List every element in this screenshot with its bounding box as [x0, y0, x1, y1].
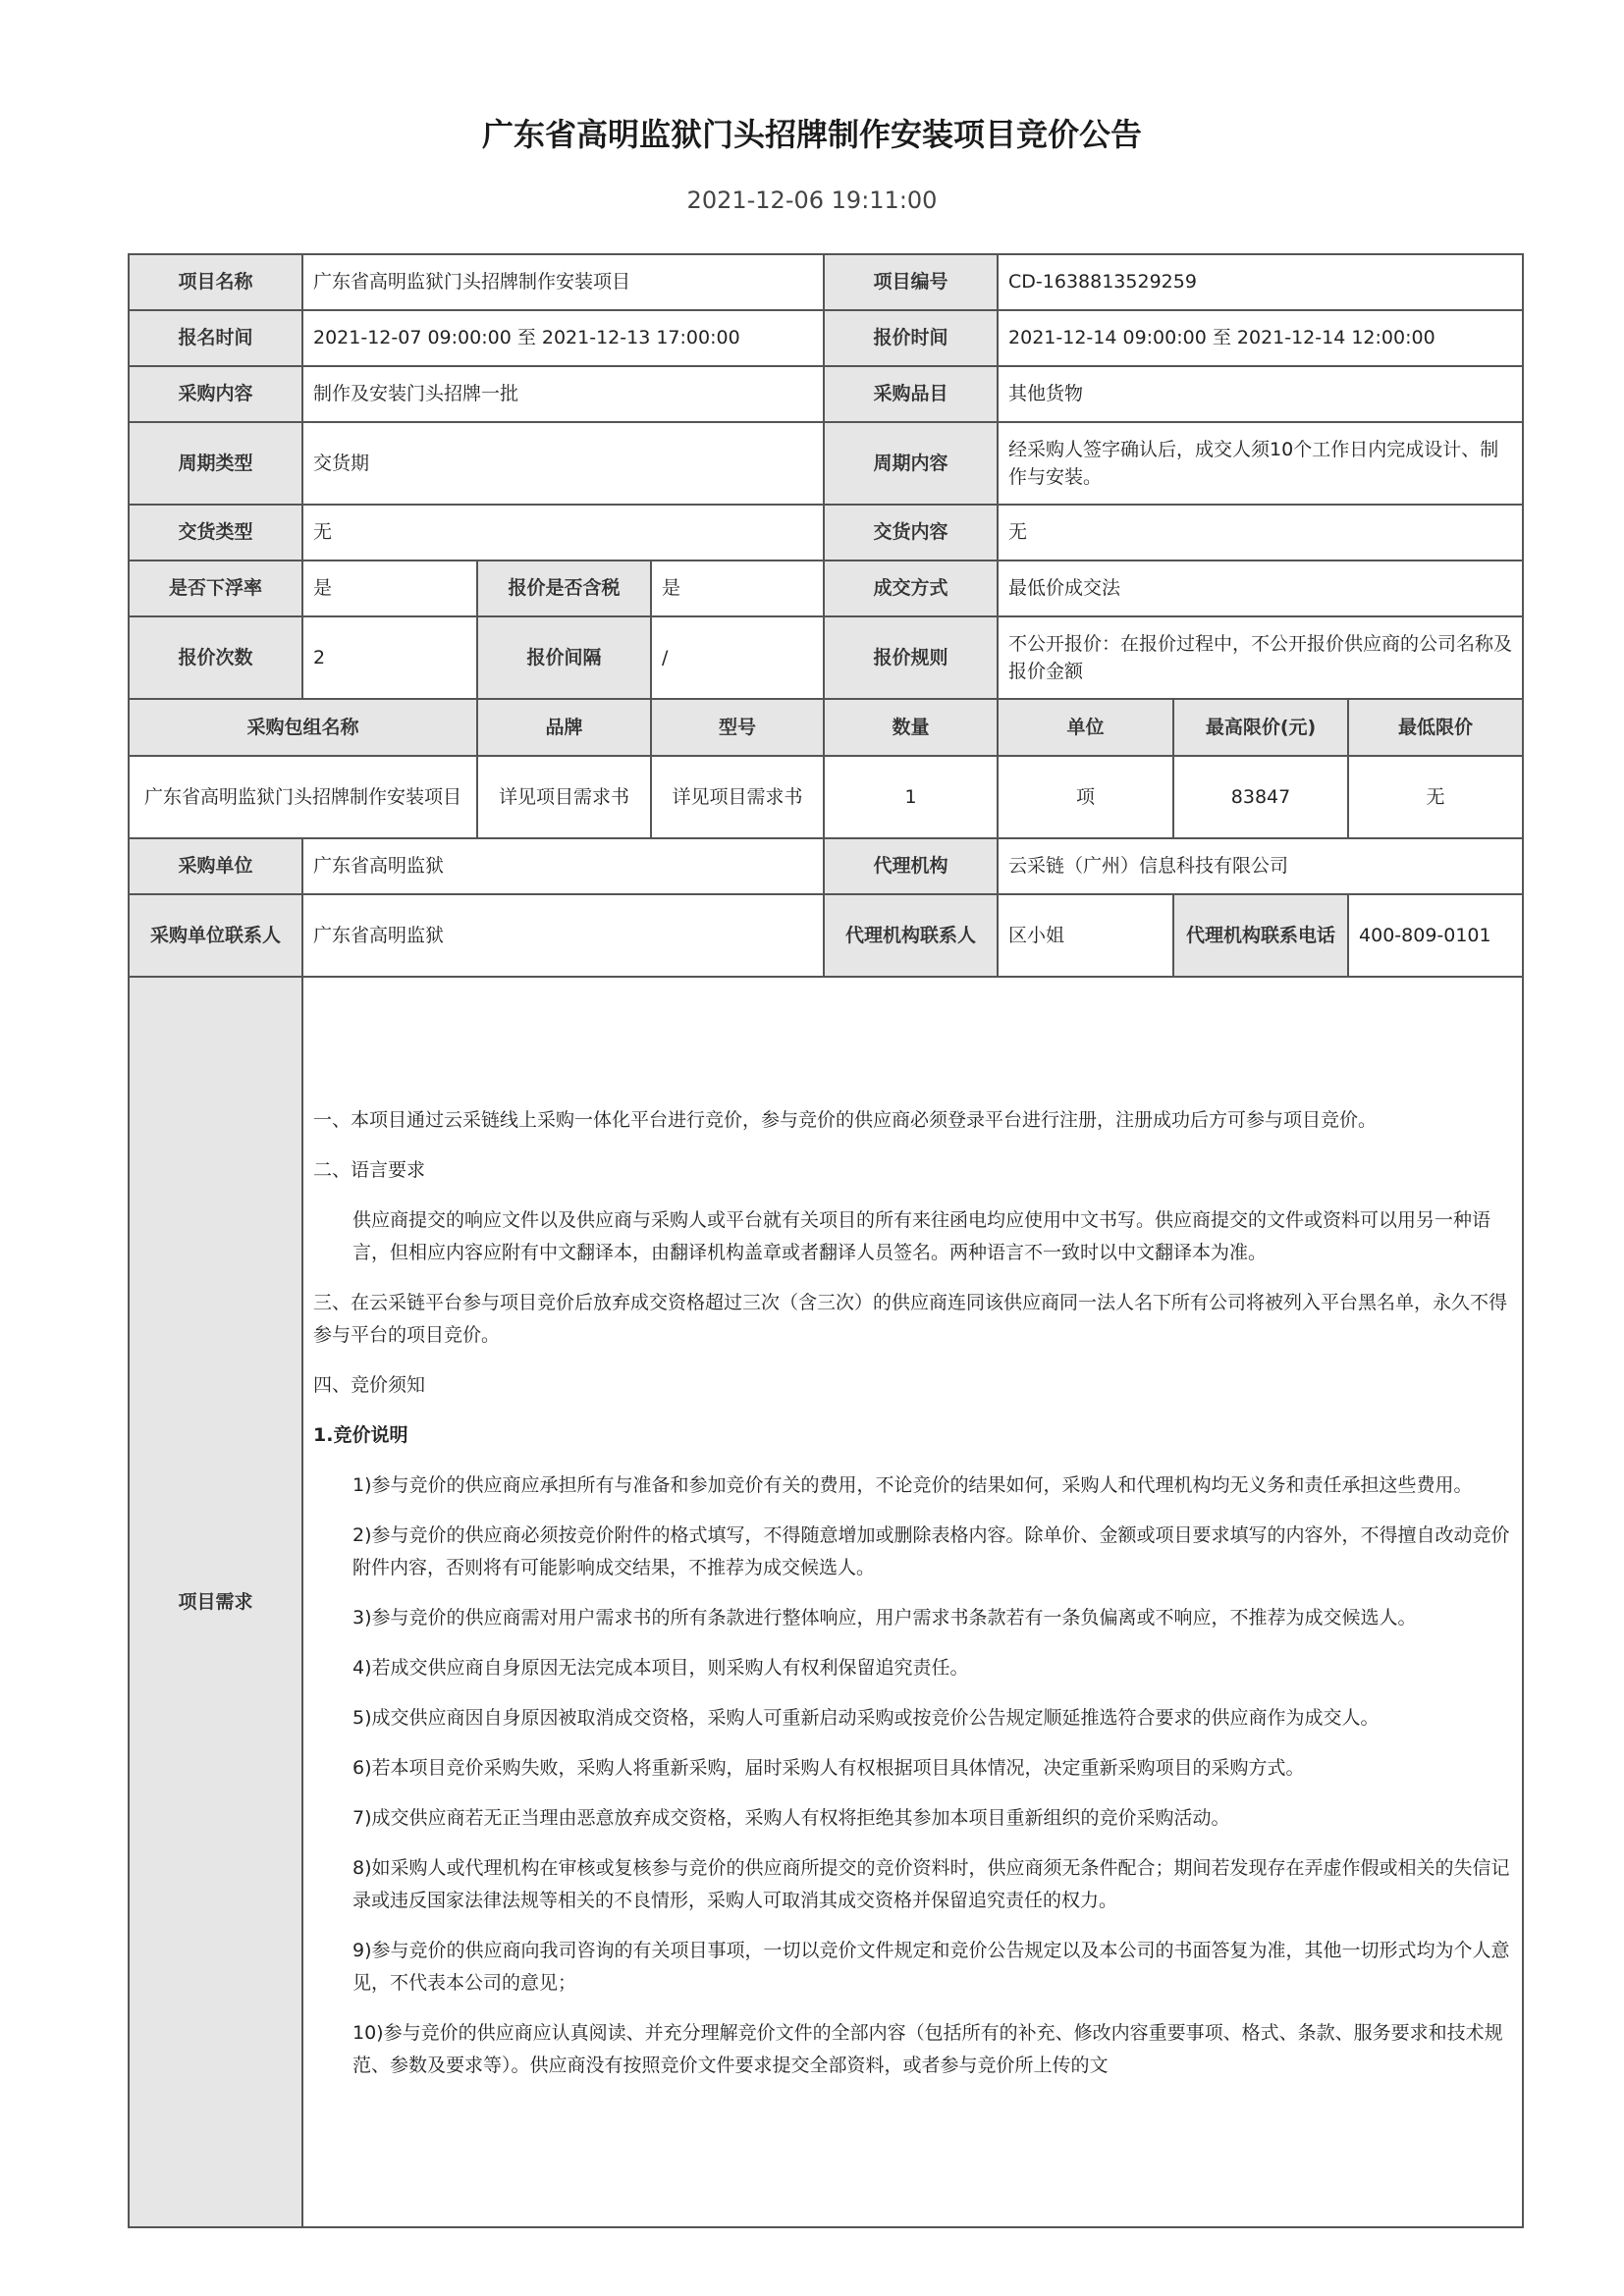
package-max-price: 83847	[1173, 756, 1348, 838]
cycle-type-label: 周期类型	[129, 422, 302, 505]
requirement-item: 4)若成交供应商自身原因无法完成本项目，则采购人有权利保留追究责任。	[352, 1657, 969, 1679]
table-row	[129, 894, 1523, 977]
project-name-label: 项目名称	[129, 254, 302, 310]
purchase-category-value: 其他货物	[998, 366, 1523, 422]
page-title: 广东省高明监狱门头招牌制作安装项目竞价公告	[481, 116, 1142, 153]
package-header-unit: 单位	[998, 699, 1173, 756]
project-no-label: 项目编号	[824, 254, 998, 310]
purchaser-value: 广东省高明监狱	[302, 838, 824, 894]
requirement-subheading: 1.竞价说明	[313, 1424, 408, 1446]
cycle-content-value: 经采购人签字确认后，成交人须10个工作日内完成设计、制作与安装。	[998, 422, 1523, 505]
package-header-model: 型号	[651, 699, 824, 756]
quote-count-label: 报价次数	[129, 616, 302, 699]
table-row	[129, 254, 1523, 310]
float-down-label: 是否下浮率	[129, 561, 302, 616]
purchaser-label: 采购单位	[129, 838, 302, 894]
requirements-row	[129, 977, 1523, 2227]
requirement-paragraph: 一、本项目通过云采链线上采购一体化平台进行竞价，参与竞价的供应商必须登录平台进行注册，注册成功后方可参与项目竞价。	[313, 1109, 1378, 1131]
requirement-heading: 二、语言要求	[313, 1159, 426, 1181]
delivery-content-value: 无	[998, 505, 1523, 561]
requirement-heading: 四、竞价须知	[313, 1374, 426, 1396]
requirement-item: 3)参与竞价的供应商需对用户需求书的所有条款进行整体响应，用户需求书条款若有一条负偏离或不响应，不推荐为成交候选人。	[352, 1607, 1417, 1629]
requirement-paragraph: 供应商提交的响应文件以及供应商与采购人或平台就有关项目的所有来往函电均应使用中文书写。供应商提交的文件或资料可以用另一种语言，但相应内容应附有中文翻译本，由翻译机构盖章或者翻译人员签名。两种语言不一致时以中文翻译本为准。	[352, 1209, 1491, 1263]
agency-contact-label: 代理机构联系人	[824, 894, 998, 977]
signup-time-value: 2021-12-07 09:00:00 至 2021-12-13 17:00:00	[302, 310, 824, 366]
deal-method-value: 最低价成交法	[998, 561, 1523, 616]
quote-interval-value: /	[651, 616, 824, 699]
table-row	[129, 310, 1523, 366]
tax-included-value: 是	[651, 561, 824, 616]
package-row	[129, 756, 1523, 838]
purchase-category-label: 采购品目	[824, 366, 998, 422]
table-row	[129, 422, 1523, 505]
table-row	[129, 561, 1523, 616]
requirement-item: 1)参与竞价的供应商应承担所有与准备和参加竞价有关的费用，不论竞价的结果如何，采购人和代理机构均无义务和责任承担这些费用。	[352, 1474, 1473, 1496]
requirement-item: 9)参与竞价的供应商向我司咨询的有关项目事项，一切以竞价文件规定和竞价公告规定以及本公司的书面答复为准，其他一切形式均为个人意见，不代表本公司的意见；	[352, 1940, 1510, 1994]
announcement-table	[128, 253, 1524, 2228]
table-row	[129, 366, 1523, 422]
package-model: 详见项目需求书	[651, 756, 824, 838]
package-header-brand: 品牌	[477, 699, 651, 756]
requirements-label: 项目需求	[129, 977, 302, 2227]
cycle-content-label: 周期内容	[824, 422, 998, 505]
agency-phone-label: 代理机构联系电话	[1173, 894, 1348, 977]
delivery-content-label: 交货内容	[824, 505, 998, 561]
package-header-min-price: 最低限价	[1348, 699, 1523, 756]
deal-method-label: 成交方式	[824, 561, 998, 616]
package-quantity: 1	[824, 756, 998, 838]
purchaser-contact-label: 采购单位联系人	[129, 894, 302, 977]
package-header-max-price: 最高限价(元)	[1173, 699, 1348, 756]
quote-rule-label: 报价规则	[824, 616, 998, 699]
package-min-price: 无	[1348, 756, 1523, 838]
requirement-item: 8)如采购人或代理机构在审核或复核参与竞价的供应商所提交的竞价资料时，供应商须无条件配合；期间若发现存在弄虚作假或相关的失信记录或违反国家法律法规等相关的不良情形，采购人可取消其成交资格并保留追究责任的权力。	[352, 1857, 1510, 1911]
requirement-item: 7)成交供应商若无正当理由恶意放弃成交资格，采购人有权将拒绝其参加本项目重新组织的竞价采购活动。	[352, 1807, 1230, 1829]
table-row	[129, 616, 1523, 699]
table-row	[129, 838, 1523, 894]
package-name: 广东省高明监狱门头招牌制作安装项目	[129, 756, 477, 838]
purchaser-contact-value: 广东省高明监狱	[302, 894, 824, 977]
requirement-item: 10)参与竞价的供应商应认真阅读、并充分理解竞价文件的全部内容（包括所有的补充、修改内容重要事项、格式、条款、服务要求和技术规范、参数及要求等）。供应商没有按照竞价文件要求提交全部资料，或者参与竞价所上传的文	[352, 2022, 1503, 2076]
project-no-value: CD-1638813529259	[998, 254, 1523, 310]
signup-time-label: 报名时间	[129, 310, 302, 366]
requirement-paragraph: 三、在云采链平台参与项目竞价后放弃成交资格超过三次（含三次）的供应商连同该供应商同一法人名下所有公司将被列入平台黑名单，永久不得参与平台的项目竞价。	[313, 1292, 1508, 1346]
float-down-value: 是	[302, 561, 477, 616]
quote-count-value: 2	[302, 616, 477, 699]
purchase-content-value: 制作及安装门头招牌一批	[302, 366, 824, 422]
agency-label: 代理机构	[824, 838, 998, 894]
agency-value: 云采链（广州）信息科技有限公司	[998, 838, 1523, 894]
package-header-name: 采购包组名称	[129, 699, 477, 756]
publish-datetime: 2021-12-06 19:11:00	[686, 187, 938, 214]
agency-phone-value: 400-809-0101	[1348, 894, 1523, 977]
quote-rule-value: 不公开报价：在报价过程中，不公开报价供应商的公司名称及报价金额	[998, 616, 1523, 699]
package-header-quantity: 数量	[824, 699, 998, 756]
quote-time-label: 报价时间	[824, 310, 998, 366]
package-brand: 详见项目需求书	[477, 756, 651, 838]
quote-time-value: 2021-12-14 09:00:00 至 2021-12-14 12:00:00	[998, 310, 1523, 366]
requirement-item: 5)成交供应商因自身原因被取消成交资格，采购人可重新启动采购或按竞价公告规定顺延推选符合要求的供应商作为成交人。	[352, 1707, 1380, 1729]
tax-included-label: 报价是否含税	[477, 561, 651, 616]
purchase-content-label: 采购内容	[129, 366, 302, 422]
package-unit: 项	[998, 756, 1173, 838]
requirement-item: 2)参与竞价的供应商必须按竞价附件的格式填写，不得随意增加或删除表格内容。除单价、金额或项目要求填写的内容外，不得擅自改动竞价附件内容，否则将有可能影响成交结果，不推荐为成交候选人。	[352, 1524, 1510, 1578]
delivery-type-label: 交货类型	[129, 505, 302, 561]
table-row	[129, 505, 1523, 561]
package-header-row	[129, 699, 1523, 756]
quote-interval-label: 报价间隔	[477, 616, 651, 699]
project-name-value: 广东省高明监狱门头招牌制作安装项目	[302, 254, 824, 310]
requirements-content	[302, 977, 1523, 2227]
requirement-item: 6)若本项目竞价采购失败，采购人将重新采购，届时采购人有权根据项目具体情况，决定重新采购项目的采购方式。	[352, 1757, 1305, 1779]
agency-contact-value: 区小姐	[998, 894, 1173, 977]
delivery-type-value: 无	[302, 505, 824, 561]
cycle-type-value: 交货期	[302, 422, 824, 505]
